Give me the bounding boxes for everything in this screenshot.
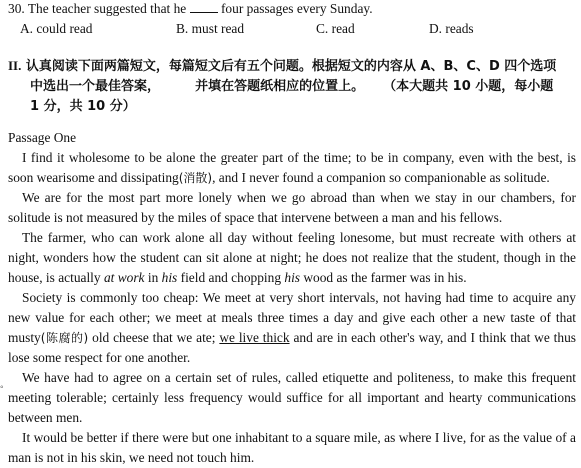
- question-stem-start: The teacher suggested that he: [27, 1, 187, 16]
- passage-one: [8, 128, 576, 468]
- section-instructions: [8, 56, 576, 117]
- italic-his-1: his: [161, 270, 178, 285]
- underlined-phrase: we live thick: [219, 330, 290, 345]
- paragraph-1-text-b: , and I never found a companion so companionable as solitude.: [212, 170, 550, 185]
- option-b: B. must read: [176, 21, 245, 36]
- paragraph-2: We are for the most part more lonely when we go abroad than when we stay in our chambers, for solitude is not measured by the miles of space that intervene between a man and his fellows.: [8, 190, 576, 225]
- paragraph-3-text-c: field and chopping: [177, 270, 285, 285]
- answer-blank: [190, 0, 218, 13]
- question-30: [8, 0, 373, 19]
- paragraph-1-text-a: I find it wholesome to be alone the greater part of the time; to be in company, even with the best, is soon wearisome and dissipating: [8, 150, 576, 185]
- question-stem-end: four passages every Sunday.: [220, 1, 373, 16]
- paragraph-4: [8, 288, 576, 368]
- instruction-line-3: 1 分，共 10 分）: [30, 99, 136, 114]
- paragraph-6: It would be better if there were but one inhabitant to a square mile, as where I live, for as the value of a man is not in his skin, we need not touch him.: [8, 430, 576, 465]
- paragraph-1: [8, 148, 576, 188]
- option-d: D. reads: [429, 21, 474, 36]
- paragraph-4-text-b: old cheese that we ate;: [88, 330, 220, 345]
- gloss-dissipating: (消散): [178, 171, 213, 185]
- instruction-line-2a: 中选出一个最佳答案，: [30, 79, 161, 94]
- instruction-line-2b: 并填在答题纸相应的位置上。: [195, 79, 365, 94]
- instruction-line-1: 认真阅读下面两篇短文，每篇短文后有五个问题。根据短文的内容从 A、B、C、D 四个选项: [25, 59, 557, 74]
- paragraph-3-text-b: in: [144, 270, 162, 285]
- paragraph-3-text-d: wood as the farmer was in his.: [300, 270, 467, 285]
- question-30-options: [0, 19, 581, 39]
- italic-at-work: at work: [103, 270, 145, 285]
- paragraph-4-text-a: Society is commonly too cheap: We meet at very short intervals, not having had time to acquire any new value for each other; we meet at meals three times a day and give each other a new taste of that musty: [8, 290, 576, 345]
- option-c: C. read: [316, 21, 355, 36]
- paragraph-3: [8, 228, 576, 288]
- margin-mark: ◦: [0, 382, 4, 393]
- italic-his-2: his: [284, 270, 301, 285]
- passage-title: Passage One: [8, 130, 77, 145]
- option-a: A. could read: [20, 21, 93, 36]
- section-numeral: II.: [8, 58, 22, 73]
- gloss-musty: (陈腐的): [40, 331, 89, 345]
- instruction-line-2c: （本大题共 10 小题，每小题: [383, 79, 554, 94]
- paragraph-3-text-a: The farmer, who can work alone all day without feeling lonesome, but must recreate with others at night, wonders how the student can sit alone at night; he does not realize that the student, though in the house, is actually: [8, 230, 576, 285]
- paragraph-5: We have had to agree on a certain set of rules, called etiquette and politeness, to make this frequent meeting tolerable; certainly less frequency would suffice for all important and hearty communications between men.: [8, 370, 576, 425]
- paragraph-4-text-c: and are in each other's way, and I think that we thus lose some respect for one another.: [8, 330, 576, 365]
- question-number: 30.: [8, 1, 25, 16]
